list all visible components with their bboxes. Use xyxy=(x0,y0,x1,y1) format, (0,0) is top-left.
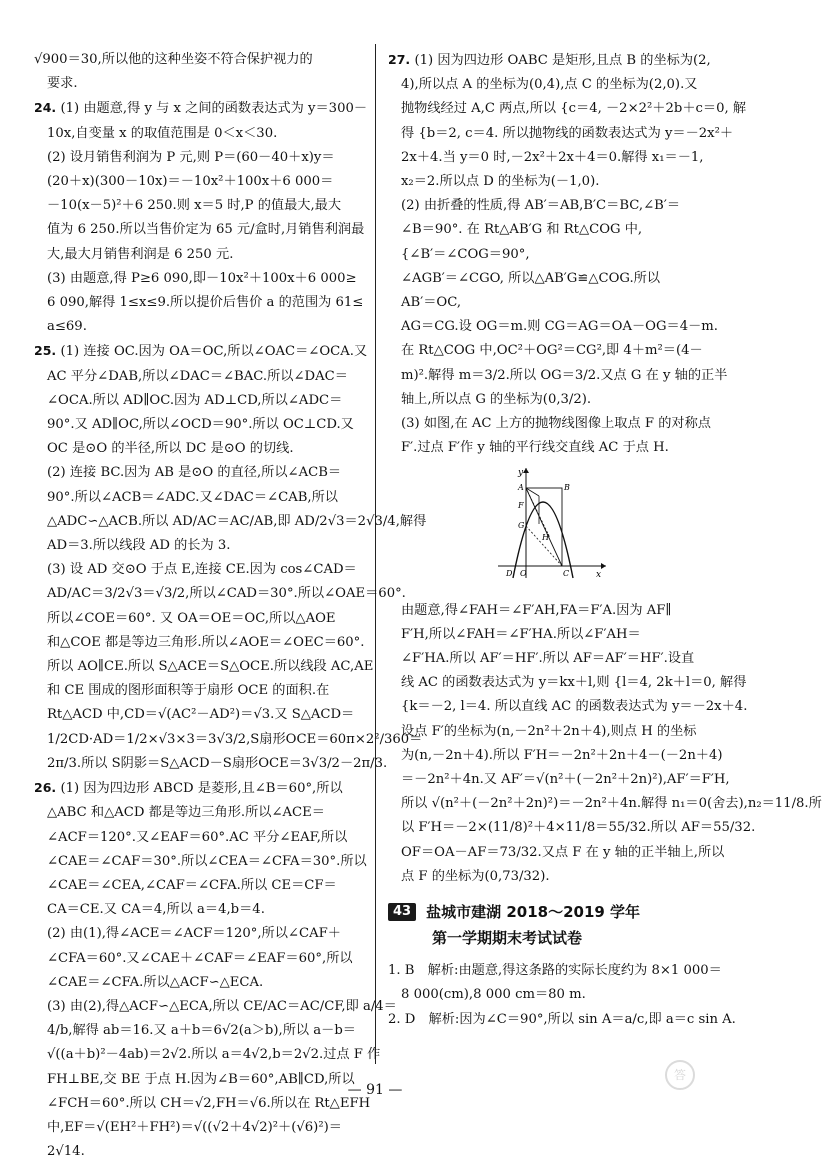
watermark-icon: 答 xyxy=(665,1060,695,1090)
text-line xyxy=(388,412,718,436)
text-line xyxy=(34,995,397,1019)
text-line xyxy=(34,72,364,96)
line-text: OC 是⊙O 的半径,所以 DC 是⊙O 的切线. xyxy=(47,441,294,457)
label-f: F xyxy=(518,501,524,511)
line-text: (1) 因为四边形 ABCD 是菱形,且∠B＝60°,所以 xyxy=(60,781,343,797)
line-text: 在 Rt△COG 中,OC²＋OG²＝CG²,即 4＋m²＝(4－ xyxy=(401,343,703,359)
label-o: O xyxy=(520,569,527,579)
text-line xyxy=(388,983,718,1007)
line-text: OF＝OA－AF＝73/32.又点 F 在 y 轴的正半轴上,所以 xyxy=(401,844,725,860)
line-text: △ABC 和△ACD 都是等边三角形.所以∠ACE＝ xyxy=(47,805,325,821)
label-a: A xyxy=(518,483,524,493)
text-line xyxy=(388,48,718,73)
line-text: 90°.又 AD∥OC,所以∠OCD＝90°.所以 OC⊥CD.又 xyxy=(47,417,354,433)
text-line xyxy=(34,339,368,364)
line-text: 4/b,解得 ab＝16.又 a＋b＝6√2(a＞b),所以 a－b＝ xyxy=(47,1023,356,1039)
line-text: －10(x－5)²＋6 250.则 x＝5 时,P 的值最大,最大 xyxy=(47,198,342,214)
answer-list xyxy=(388,959,736,1032)
text-line xyxy=(34,365,364,389)
line-text: AD/AC＝3/2√3＝√3/2,所以∠CAD＝30°.所以∠OAE＝60°. xyxy=(47,586,406,602)
line-text: 2√14. xyxy=(47,1144,85,1160)
line-text: 所以 AO∥CE.所以 S△ACE＝S△OCE.所以线段 AC,AE xyxy=(47,659,374,675)
label-h: H xyxy=(542,533,549,543)
text-line xyxy=(34,850,367,874)
text-line xyxy=(34,437,364,461)
line-text: 1/2CD·AD＝1/2×√3×3＝3√3/2,S扇形OCE＝60π×2²/360＝ xyxy=(47,731,423,747)
line-text: (1) 因为四边形 OABC 是矩形,且点 B 的坐标为(2, xyxy=(414,53,711,68)
line-text: ∠ACF＝120°.又∠EAF＝60°.AC 平分∠EAF,所以 xyxy=(47,829,348,845)
section-title-line2: 第一学期期末考试试卷 xyxy=(432,929,583,948)
line-text: CA＝CE.又 CA＝4,所以 a＝4,b＝4. xyxy=(47,902,265,918)
text-line xyxy=(34,218,364,242)
text-line xyxy=(34,826,364,850)
text-line xyxy=(388,436,718,460)
line-text: m)².解得 m＝3/2.所以 OG＝3/2.又点 G 在 y 轴的正半 xyxy=(401,367,728,383)
text-line xyxy=(34,971,364,995)
line-text: √900＝30,所以他的这种坐姿不符合保护视力的 xyxy=(34,52,313,67)
line-text: ∠B＝90°. 在 Rt△AB′G 和 Rt△COG 中, xyxy=(401,222,643,238)
text-line xyxy=(34,413,364,437)
right-column xyxy=(388,48,822,1032)
line-text: ∠CFA＝60°.又∠CAE＋∠CAF＝∠EAF＝60°,所以 xyxy=(47,950,353,966)
text-line xyxy=(34,922,364,946)
text-line xyxy=(388,122,734,146)
text-line xyxy=(388,744,723,768)
text-line xyxy=(34,146,364,170)
text-line xyxy=(34,267,364,291)
text-line xyxy=(34,486,364,510)
text-line xyxy=(34,607,364,631)
line-text: AB′＝OC, xyxy=(401,295,462,311)
text-line xyxy=(388,170,718,194)
line-text: 所以∠COE＝60°. 又 OA＝OE＝OC,所以△AOE xyxy=(47,610,336,626)
line-text: 和 CE 围成的图形面积等于扇形 OCE 的面积.在 xyxy=(47,683,330,699)
text-line xyxy=(34,728,423,752)
line-text: ∠OCA.所以 AD∥OC.因为 AD⊥CD,所以∠ADC＝ xyxy=(47,392,343,408)
line-text: 点 F 的坐标为(0,73/32). xyxy=(401,868,550,884)
line-text: AD＝3.所以线段 AD 的长为 3. xyxy=(47,538,231,554)
text-line xyxy=(388,291,718,315)
text-line xyxy=(388,695,748,719)
text-line xyxy=(388,315,718,339)
text-line xyxy=(388,647,718,671)
line-text: AG＝CG.设 OG＝m.则 CG＝AG＝OA－OG＝4－m. xyxy=(401,319,718,335)
text-line xyxy=(388,816,756,840)
line-text: a≤69. xyxy=(47,319,87,335)
label-b: B xyxy=(564,483,570,493)
line-text: 6 090,解得 1≤x≤9.所以提价后售价 a 的范围为 61≤ xyxy=(47,295,364,311)
line-text: 设点 F′的坐标为(n,－2n²＋2n＋4),则点 H 的坐标 xyxy=(401,723,697,739)
text-line xyxy=(34,243,364,267)
text-line xyxy=(34,461,364,485)
column-divider xyxy=(375,44,376,1064)
line-text: (2) 由(1),得∠ACE＝∠ACF＝120°,所以∠CAF＋ xyxy=(47,926,341,942)
text-line xyxy=(34,679,364,703)
line-text: 为(n,－2n＋4).所以 F′H＝－2n²＋2n＋4－(－2n＋4) xyxy=(401,747,723,763)
line-text: F′.过点 F′作 y 轴的平行线交直线 AC 于点 H. xyxy=(401,440,669,456)
text-line xyxy=(388,243,718,267)
problem-27-part-a xyxy=(388,48,747,460)
text-line xyxy=(34,703,364,727)
watermark-logo xyxy=(620,1060,740,1110)
line-text: 值为 6 250.所以当售价定为 65 元/盒时,月销售利润最 xyxy=(47,222,365,238)
line-text: ∠CAE＝∠CEA,∠CAF＝∠CFA.所以 CE＝CF＝ xyxy=(47,877,337,893)
problem-27-part-b xyxy=(388,599,822,889)
text-line xyxy=(34,389,364,413)
line-text: (1) 连接 OC.因为 OA＝OC,所以∠OAC＝∠OCA.又 xyxy=(60,344,368,360)
line-text: 线 AC 的函数表达式为 y＝kx＋l,则 {l＝4, 2k＋l＝0, 解得 xyxy=(401,675,747,691)
exam-section-title xyxy=(388,899,718,951)
label-d: D xyxy=(506,569,513,579)
text-line xyxy=(34,898,364,922)
question-number: 25. xyxy=(34,343,61,359)
text-line xyxy=(34,194,364,218)
line-text: 得 {b＝2, c＝4. 所以抛物线的函数表达式为 y＝－2x²＋ xyxy=(401,125,734,141)
text-line xyxy=(388,339,718,363)
line-text: {k＝－2, l＝4. 所以直线 AC 的函数表达式为 y＝－2x＋4. xyxy=(401,699,748,715)
text-line xyxy=(34,1043,381,1067)
line-text: 4),所以点 A 的坐标为(0,4),点 C 的坐标为(2,0).又 xyxy=(401,77,698,93)
text-line xyxy=(388,267,718,291)
text-line xyxy=(388,671,747,695)
line-text: △ADC∽△ACB.所以 AD/AC＝AC/AB,即 AD/2√3＝2√3/4,解得 xyxy=(47,513,427,529)
line-text: 2. D 解析:因为∠C＝90°,所以 sin A＝a/c,即 a＝c sin A. xyxy=(388,1011,736,1027)
question-number: 27. xyxy=(388,52,415,67)
text-line xyxy=(34,947,364,971)
line-text: F′H,所以∠FAH＝∠F′HA.所以∠F′AH＝ xyxy=(401,626,641,642)
text-line xyxy=(388,73,718,97)
label-y: y xyxy=(518,468,524,479)
text-line xyxy=(388,720,718,744)
line-text: (1) 由题意,得 y 与 x 之间的函数表达式为 y＝300－ xyxy=(60,101,368,117)
text-line xyxy=(388,97,747,121)
line-text: {∠B′＝∠COG＝90°, xyxy=(401,246,530,262)
line-text: 大,最大月销售利润是 6 250 元. xyxy=(47,246,234,262)
text-line xyxy=(388,792,822,816)
text-line xyxy=(388,959,722,983)
text-line xyxy=(34,534,364,558)
line-text: 轴上,所以点 G 的坐标为(0,3/2). xyxy=(401,391,592,407)
page-number: — 91 — xyxy=(347,1082,403,1098)
line-text: √((a＋b)²－4ab)＝2√2.所以 a＝4√2,b＝2√2.过点 F 作 xyxy=(47,1047,381,1063)
text-line xyxy=(34,170,364,194)
label-c: C xyxy=(563,569,570,579)
question-number: 26. xyxy=(34,780,61,796)
line-text: ∠CAE＝∠CFA.所以△ACF∽△ECA. xyxy=(47,974,264,990)
question-number: 24. xyxy=(34,100,61,116)
text-line xyxy=(34,1019,364,1043)
text-line xyxy=(388,146,718,170)
line-text: (20＋x)(300－10x)＝－10x²＋100x＋6 000＝ xyxy=(47,174,334,190)
text-line xyxy=(388,599,718,623)
text-line xyxy=(388,865,718,889)
line-text: (3) 由(2),得△ACF∽△ECA,所以 CE/AC＝AC/CF,即 a/4＝ xyxy=(47,998,397,1014)
line-text: (3) 由题意,得 P≥6 090,即－10x²＋100x＋6 000≥ xyxy=(47,270,357,286)
text-line xyxy=(388,364,728,388)
text-line xyxy=(388,218,718,242)
text-line xyxy=(388,388,718,412)
text-line xyxy=(388,194,718,218)
label-x: x xyxy=(596,570,602,581)
line-text: ∠FCH＝60°.所以 CH＝√2,FH＝√6.所以在 Rt△EFH xyxy=(47,1095,371,1111)
line-text: ∠CAE＝∠CAF＝30°.所以∠CEA＝∠CFA＝30°.所以 xyxy=(47,853,367,869)
line-text: (3) 设 AD 交⊙O 于点 E,连接 CE.因为 cos∠CAD＝ xyxy=(47,562,357,578)
text-line xyxy=(34,510,427,534)
line-text: (2) 由折叠的性质,得 AB′＝AB,B′C＝BC,∠B′＝ xyxy=(401,198,681,214)
text-line xyxy=(34,655,374,679)
text-line xyxy=(34,874,364,898)
text-line xyxy=(34,776,364,801)
line-text: Rt△ACD 中,CD＝√(AC²－AD²)＝√3.又 S△ACD＝ xyxy=(47,707,355,723)
parabola-figure xyxy=(498,466,608,581)
line-text: FH⊥BE,交 BE 于点 H.因为∠B＝60°,AB∥CD,所以 xyxy=(47,1071,355,1087)
text-line xyxy=(34,48,364,72)
text-line xyxy=(34,752,388,776)
line-text: 1. B 解析:由题意,得这条路的实际长度约为 8×1 000＝ xyxy=(388,963,722,979)
text-line xyxy=(34,558,364,582)
line-text: (2) 设月销售利润为 P 元,则 P＝(60－40＋x)y＝ xyxy=(47,149,335,165)
line-text: (3) 如图,在 AC 上方的抛物线图像上取点 F 的对称点 xyxy=(401,416,711,432)
text-line xyxy=(34,1140,364,1164)
text-line xyxy=(388,623,718,647)
section-title-line1: 盐城市建湖 2018～2019 学年 xyxy=(426,903,641,922)
text-line xyxy=(388,768,730,792)
line-text: 2π/3.所以 S阴影＝S△ACD－S扇形OCE＝3√3/2－2π/3. xyxy=(47,755,388,771)
line-text: x₂＝2.所以点 D 的坐标为(－1,0). xyxy=(401,174,600,190)
line-text: 由题意,得∠FAH＝∠F′AH,FA＝F′A.因为 AF∥ xyxy=(401,602,672,618)
label-g: G xyxy=(518,521,525,531)
text-line xyxy=(34,1116,364,1140)
line-text: 10x,自变量 x 的取值范围是 0＜x＜30. xyxy=(47,125,278,141)
text-line xyxy=(388,841,725,865)
line-text: 要求. xyxy=(47,76,78,92)
line-text: AC 平分∠DAB,所以∠DAC＝∠BAC.所以∠DAC＝ xyxy=(47,368,348,384)
text-line xyxy=(34,801,364,825)
line-text: 所以 √(n²＋(－2n²＋2n)²)＝－2n²＋4n.解得 n₁＝0(舍去),n₂＝11/8.所 xyxy=(401,796,822,812)
text-line xyxy=(34,122,364,146)
line-text: ＝－2n²＋4n.又 AF′＝√(n²＋(－2n²＋2n)²),AF′＝F′H, xyxy=(401,772,730,788)
line-text: 中,EF＝√(EH²＋FH²)＝√((√2＋4√2)²＋(√6)²)＝ xyxy=(47,1119,342,1135)
text-line xyxy=(34,96,368,121)
line-text: (2) 连接 BC.因为 AB 是⊙O 的直径,所以∠ACB＝ xyxy=(47,465,342,481)
line-text: 和△COE 都是等边三角形.所以∠AOE＝∠OEC＝60°. xyxy=(47,634,365,650)
line-text: ∠F′HA.所以 AF′＝HF′.所以 AF＝AF′＝HF′.设直 xyxy=(401,651,695,667)
line-text: 以 F′H＝－2×(11/8)²＋4×11/8＝55/32.所以 AF＝55/32. xyxy=(401,820,756,836)
line-text: 8 000(cm),8 000 cm＝80 m. xyxy=(401,987,586,1003)
text-line xyxy=(388,1008,736,1032)
line-text: 2x＋4.当 y＝0 时,－2x²＋2x＋4＝0.解得 x₁＝－1, xyxy=(401,149,704,165)
text-line xyxy=(34,291,364,315)
section-badge: 43 xyxy=(388,903,416,921)
text-line xyxy=(34,315,364,339)
line-text: ∠AGB′＝∠CGO, 所以△AB′G≌△COG.所以 xyxy=(401,270,661,286)
line-text: 90°.所以∠ACB＝∠ADC.又∠DAC＝∠CAB,所以 xyxy=(47,489,338,505)
line-text: 抛物线经过 A,C 两点,所以 {c＝4, －2×2²＋2b＋c＝0, 解 xyxy=(401,101,747,117)
text-line xyxy=(34,582,406,606)
text-line xyxy=(34,631,364,655)
